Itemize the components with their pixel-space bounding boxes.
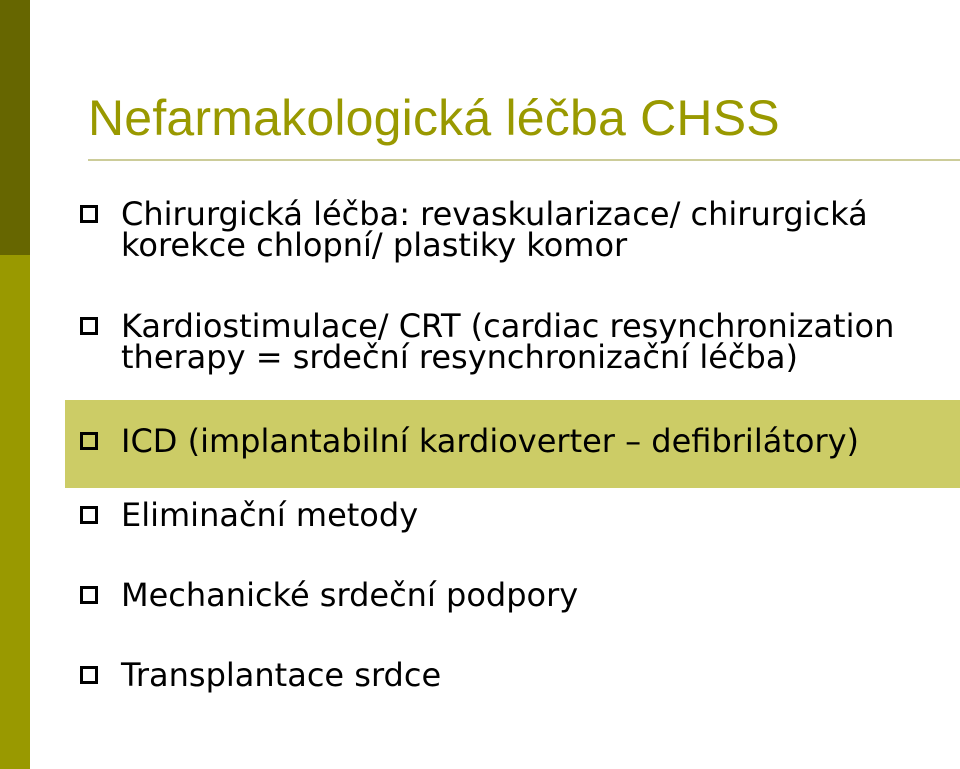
bullet-text-line-1: Chirurgická léčba: revaskularizace/ chirurgická [121,195,868,233]
bullet-text-line-1: Mechanické srdeční podpory [121,576,579,614]
square-bullet-icon [80,666,98,684]
square-bullet-icon [80,205,98,223]
title-divider [88,159,960,161]
bullet-text-line-1: Transplantace srdce [121,656,442,694]
square-bullet-icon [80,506,98,524]
bullet-text-line-1: ICD (implantabilní kardioverter – defibrilátory) [121,422,860,460]
side-bar-light [0,255,30,769]
bullet-text-line-2: therapy = srdeční resynchronizační léčba) [121,338,798,376]
bullet-text-line-1: Kardiostimulace/ CRT (cardiac resynchronization [121,307,895,345]
square-bullet-icon [80,586,98,604]
side-bar-dark [0,0,30,255]
bullet-text-line-1: Eliminační metody [121,496,419,534]
square-bullet-icon [80,432,98,450]
slide-title: Nefarmakologická léčba CHSS [88,90,780,146]
square-bullet-icon [80,317,98,335]
bullet-text-line-2: korekce chlopní/ plastiky komor [121,226,628,264]
